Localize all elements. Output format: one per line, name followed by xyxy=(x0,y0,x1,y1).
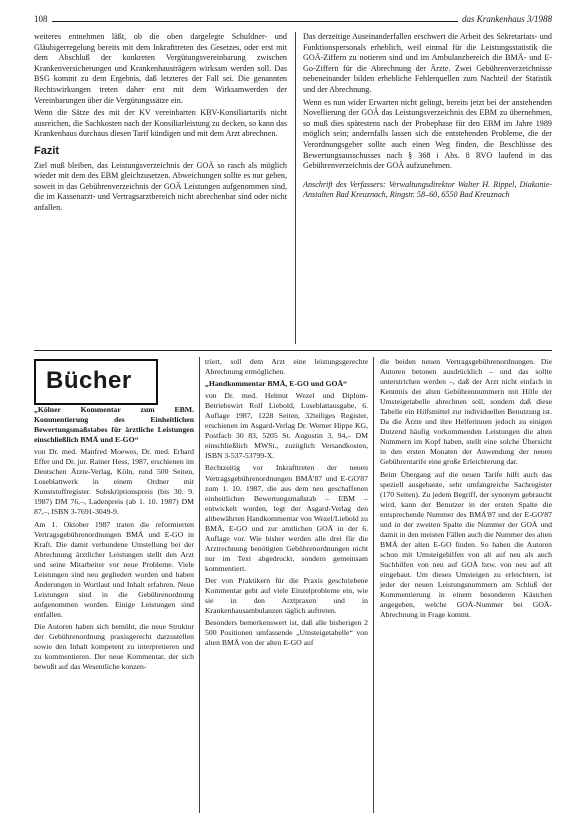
paragraph: Die Autoren haben sich bemüht, die neue Struktur der Gebührenordnung praxisgerecht darzustellen sowie den Inhalt kompetent zu interpretieren und zu kommentieren. Der neue Kommentar, der sich bewußt auf das Wesentliche konzen- xyxy=(34,621,194,672)
paragraph: die beiden neuen Vertragsgebührenordnungen. Die Autoren betonen ausdrücklich – und das sollte unterstrichen werden –, daß der Arzt nicht einfach in Kenntnis der alten Gebührennummern mit Hilfe der Umsteigetabelle abrechnen soll, sondern daß diese Tabelle ein Hilfsmittel zur individuellen Benutzung ist. Da die Ärzte und ihre Helferinnen jedoch zu einigen Dutzend häufig vorkommenden Leistungen die alten Nummern im Kopf haben, stellt eine solche Übersicht in den ersten Monaten der Anwendung der neuen Gebührentarife eine große Erleichterung dar. xyxy=(380,357,552,467)
review-metadata: von Dr. med. Helmut Wezel und Diplom-Betriebswirt Rolf Liebold, Loseblattausgabe, 6. Auflage 1987, 1228 Seiten, 32teiliges Register, erschienen im Asgard-Verlag Dr. Werner Hippe KG, Postfach 30 83, 5205 St. Augustin 3, 94,– DM einschließlich MWSt., zuzüglich Versandkosten, ISBN 3-537-53799-X. xyxy=(205,391,368,461)
books-column-2 xyxy=(205,357,368,650)
article-right-column xyxy=(303,32,552,203)
page-number: 108 xyxy=(34,14,48,24)
paragraph: Wenn es nun wider Erwarten nicht gelingt, bereits jetzt bei der anstehenden Novellierung der GOÄ das Leistungsverzeichnis des EBM zu übernehmen, so muß dies spätestens nach der Probephase für den EBM im Jahre 1989 möglich sein; andernfalls lassen sich die entstehenden Probleme, die der Verordnungsgeber sollte auch einen Weg finden, die Beschlüsse des Bewertungsausschusses nach § 368 i Abs. 8 RVO laufend in das Gebührenverzeichnis der GOÄ aufzunehmen. xyxy=(303,97,552,171)
review-title: „Kölner Kommentar zum EBM. Kommentierung des Einheitlichen Bewertungsmaßstabes für ärztliche Leistungen einschließlich BMÄ und E-GO“ xyxy=(34,405,194,445)
section-title-box xyxy=(34,359,158,405)
paragraph: Der von Praktikern für die Praxis geschriebene Kommentar geht auf viele Einzelprobleme ein, wie sie in den Arztpraxen und in Krankenhausambulanzen täglich auftreten. xyxy=(205,575,368,616)
paragraph: weiteres entnehmen läßt, ob die oben dargelegte Schuldner- und Gläubigerregelung bereits mit dem Inkrafttreten des Gesetzes, oder erst mit dem Abschluß der konkreten Vergütungsvereinbarung zwischen Krankenversicherungen und Krankenhausträgern wirksam werden soll. Das BSG kommt zu dem Ergebnis, daß letzteres der Fall sei. Die genannten Rechtswirkungen treten daher erst mit dem Wirksamwerden der Vereinbarungen über die Vergütungssätze ein. xyxy=(34,32,287,105)
paragraph: Ziel muß bleiben, das Leistungsverzeichnis der GOÄ so rasch als möglich wieder mit dem des EBM gleichzusetzen. Abweichungen sollte es nur geben, soweit in das Gebührenverzeichnis der GOÄ Leistungen aufgenommen sind, die im Kassenarzt- und Vertragsarztbereich nicht abrechenbar sind oder nicht anfallen. xyxy=(34,160,287,212)
paragraph: Am 1. Oktober 1987 traten die reformierten Vertragsgebührenordnungen BMÄ und E-GO in Kraft. Die damit verbundene Umstellung bei der Abrechnung ärztlicher Leistungen stellt den Arzt und seine Mitarbeiter vor neue Probleme. Viele Leistungen sind neu gegliedert worden und haben Änderungen in Wortlaut und Inhalt erfahren. Neue Leistungen sind in die Gebührenordnung aufgenommen worden. Einige Leistungen sind entfallen. xyxy=(34,519,194,619)
paragraph: Wenn die Sätze des mit der KV vereinbarten KBV-Konsiliartarifs nicht ausreichen, die Sachkosten nach der Konsiliarleistung zu decken, so kann das Krankenhaus durchaus diesen Tarif kündigen und mit dem Arzt abrechnen. xyxy=(34,108,287,139)
running-header xyxy=(34,12,552,24)
section-heading: Fazit xyxy=(34,144,60,157)
paragraph: Besonders bemerkenswert ist, daß alle bisherigen 2 500 Positionen umfassende „Umsteigetabelle“ von alten BMÄ von der alten E-GO auf xyxy=(205,618,368,648)
column-separator xyxy=(373,357,374,813)
article-left-column xyxy=(34,32,287,216)
paragraph: Das derzeitige Auseinanderfallen erschwert die Arbeit des Sekretariats- und Funktionspersonals erheblich, weil einmal für die Leistungsstatistik die GOÄ-Ziffern zu notieren sind und im Ambulanzbereich die BMÄ- und E-Go-Ziffern für die Abrechnung der Ärzte. Zwei Gebührenverzeichnisse nebeneinander bilden erhebliche Fehlerquellen zum Nachteil der Statistik und der Abrechnung. xyxy=(303,32,552,94)
review-title: „Handkommentar BMÄ, E-GO und GOÄ“ xyxy=(205,379,347,389)
section-title: Bücher xyxy=(46,367,132,394)
review-metadata: von Dr. med. Manfred Moewes, Dr. med. Erhard Effer und Dr. jur. Rainer Hess, 1987, erschienen im Deutschen Ärzte-Verlag, Köln, rund 500 Seiten, Loseblattwerk in einem Ordner mit Kunststoffregister. Subskriptionspreis (bis 30. 9. 1987) DM 76,–, Ladenpreis (ab 1. 10. 1987) DM 87,–, ISBN 3-7691-3049-9. xyxy=(34,447,194,517)
author-address: Anschrift des Verfassers: Verwaltungsdirektor Walter H. Rippel, Diakonie-Anstalten Bad Kreuznach, Ringstr. 58–60, 6550 Bad Kreuznach xyxy=(303,179,552,200)
header-rule xyxy=(52,21,459,22)
section-divider xyxy=(34,350,552,351)
journal-issue: das Krankenhaus 3/1988 xyxy=(462,14,552,24)
books-column-3 xyxy=(380,357,552,622)
books-column-1 xyxy=(34,405,194,674)
paragraph: Beim Übergang auf die neuen Tarife hilft auch das speziell ausgebaute, sehr umfangreiche Sachregister (170 Seiten). Zu jedem Begriff, der synonym gebraucht wird, kann der Benutzer in der ersten Spalte die entsprechende Nummer des BMÄ'87 und der E-GO'87 und in der zweiten Spalte die Nummer der GOÄ und damit in den meisten Fällen auch die Nummer des alten BMÄ der alten E-GO finden. So haben die Autoren schon mit Umsteigehilfen von alt auf neu als auch Suchhilfen von neu auf GOÄ bzw. von neu auf alt eingebaut. Um dieses Umsteigen zu erleichtern, ist jeder der neuen Leistungsnummern am Schluß der Kommentierung in einem besonderen Kästchen angegeben, welche GOÄ-Nummer bei GOÄ-Abrechnung in Frage kommt. xyxy=(380,469,552,620)
paragraph: triert, soll dem Arzt eine leistungsgerechte Abrechnung ermöglichen. xyxy=(205,357,368,377)
column-separator xyxy=(295,32,296,344)
paragraph: Rechtzeitig vor Inkrafttreten der neuen Vertragsgebührenordnungen BMÄ'87 und E-GO'87 zum 1. 10. 1987, die aus dem neu geschaffenen einheitlichen Bewertungsmaßstab – EBM – entwickelt wurden, legt der Asgard-Verlag den altbewährten Handkommentar von Wezel/Liebold zu BMÄ, E-GO und zur amtlichen GOÄ in der 6. Auflage vor. Wie bisher werden alle drei für die Arztrechnung benötigten Gebührenordnungen nicht nur im Text abgedruckt, sondern gemeinsam kommentiert. xyxy=(205,463,368,573)
column-separator xyxy=(199,357,200,813)
